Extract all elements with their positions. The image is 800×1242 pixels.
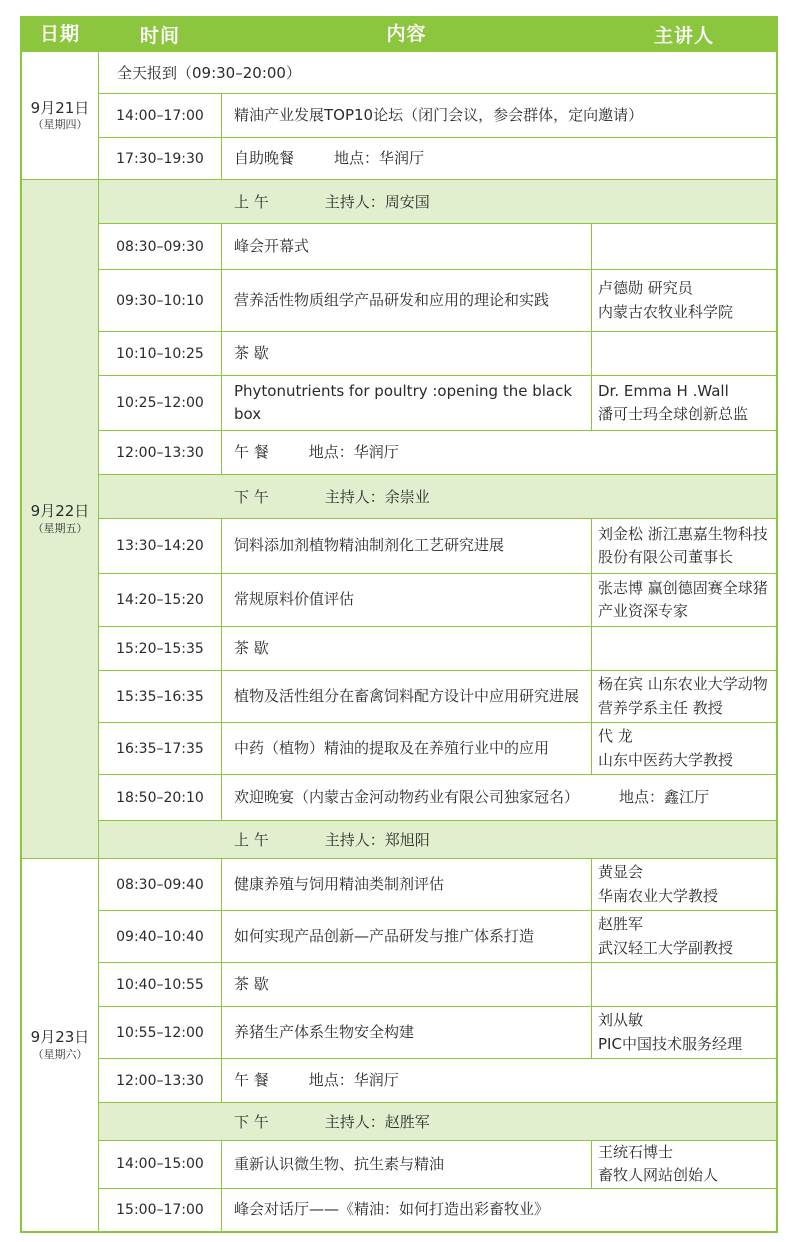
location-text: 地点：华润厅 — [308, 442, 399, 461]
content-cell: 养猪生产体系生物安全构建 — [222, 1007, 592, 1059]
speaker-name: 黄显会 — [598, 863, 644, 882]
speaker-name: 卢德勋 研究员 — [598, 279, 693, 298]
speaker-cell — [592, 224, 778, 270]
date-label: 9月23日 — [30, 1028, 90, 1047]
content-cell: 茶 歇 — [222, 332, 592, 376]
speaker-title: 畜牧人网站创始人 — [598, 1166, 719, 1185]
speaker-name: 刘金松 浙江惠嘉生物科技 — [598, 524, 768, 543]
date-label: 9月21日 — [30, 98, 90, 117]
speaker-cell — [592, 963, 778, 1007]
table-row — [21, 1188, 777, 1232]
table-row — [21, 671, 777, 723]
speaker-cell — [592, 627, 778, 671]
table-row — [21, 519, 777, 574]
table-row — [21, 52, 777, 94]
session-label: 上 午 — [234, 831, 269, 849]
time-cell: 15:20–15:35 — [99, 627, 222, 671]
speaker-name: 张志博 赢创德固赛全球猪 — [598, 578, 768, 597]
table-row — [21, 332, 777, 376]
speaker-title: PIC中国技术服务经理 — [598, 1034, 742, 1053]
weekday-label: （星期四） — [32, 118, 88, 132]
speaker-title: 潘可士玛全球创新总监 — [598, 405, 749, 423]
schedule-table — [20, 16, 778, 1233]
session-row — [21, 821, 777, 859]
content-text: 午 餐 — [234, 1070, 269, 1089]
speaker-name: 王统石博士 — [598, 1143, 674, 1161]
table-row — [21, 1141, 777, 1189]
host-label: 主持人：赵胜军 — [324, 1113, 430, 1131]
content-cell: 峰会开幕式 — [222, 224, 592, 270]
content-cell — [222, 431, 778, 475]
content-cell — [222, 1059, 778, 1103]
speaker-title: 产业资深专家 — [598, 602, 689, 620]
time-cell: 10:40–10:55 — [99, 963, 222, 1007]
table-row — [21, 1059, 777, 1103]
host-label: 主持人：余崇业 — [324, 488, 430, 506]
table-row — [21, 859, 777, 911]
speaker-cell — [592, 574, 778, 627]
date-cell — [21, 180, 99, 859]
content-cell: 常规原料价值评估 — [222, 574, 592, 627]
time-cell: 17:30–19:30 — [99, 138, 222, 180]
session-row — [21, 1103, 777, 1141]
table-row — [21, 431, 777, 475]
content-cell: 如何实现产品创新—产品研发与推广体系打造 — [222, 911, 592, 963]
time-cell: 08:30–09:30 — [99, 224, 222, 270]
table-row — [21, 376, 777, 431]
header-speaker: 主讲人 — [592, 17, 778, 52]
speaker-title: 山东中医药大学教授 — [598, 750, 734, 769]
session-host-cell — [99, 821, 778, 859]
content-cell: 中药（植物）精油的提取及在养殖行业中的应用 — [222, 723, 592, 775]
session-row — [21, 475, 777, 519]
speaker-cell — [592, 1141, 778, 1189]
table-row — [21, 963, 777, 1007]
weekday-label: （星期五） — [32, 521, 88, 535]
header-date: 日期 — [21, 17, 99, 52]
table-row — [21, 574, 777, 627]
table-row — [21, 1007, 777, 1059]
content-cell: 营养活性物质组学产品研发和应用的理论和实践 — [222, 270, 592, 332]
full-day-cell: 全天报到（09:30–20:00） — [99, 52, 778, 94]
table-row — [21, 138, 777, 180]
session-host-cell — [99, 180, 778, 224]
time-cell: 15:35–16:35 — [99, 671, 222, 723]
content-cell: 茶 歇 — [222, 963, 592, 1007]
table-row — [21, 270, 777, 332]
speaker-title: 华南农业大学教授 — [598, 886, 719, 905]
speaker-title: 内蒙古农牧业科学院 — [598, 302, 734, 321]
content-text: 精油产业发展TOP10论坛（闭门会议，参会群体，定向邀请） — [234, 105, 644, 124]
speaker-cell — [592, 270, 778, 332]
date-label: 9月22日 — [30, 502, 90, 521]
time-cell: 16:35–17:35 — [99, 723, 222, 775]
speaker-title: 股份有限公司董事长 — [598, 548, 734, 566]
content-cell: Phytonutrients for poultry :opening the black box — [222, 376, 592, 431]
header-row — [21, 17, 777, 52]
speaker-cell — [592, 723, 778, 775]
host-label: 主持人：郑旭阳 — [324, 831, 430, 849]
speaker-cell — [592, 376, 778, 431]
time-cell: 12:00–13:30 — [99, 1059, 222, 1103]
session-label: 上 午 — [234, 193, 269, 211]
location-text: 地点：鑫江厅 — [619, 787, 710, 806]
time-cell: 10:55–12:00 — [99, 1007, 222, 1059]
time-cell: 15:00–17:00 — [99, 1188, 222, 1232]
speaker-cell — [592, 1007, 778, 1059]
session-label: 下 午 — [234, 1113, 269, 1131]
date-cell — [21, 859, 99, 1233]
location-text: 地点：华润厅 — [308, 1070, 399, 1089]
table-row — [21, 224, 777, 270]
speaker-cell — [592, 671, 778, 723]
time-cell: 08:30–09:40 — [99, 859, 222, 911]
speaker-name: 代 龙 — [598, 727, 633, 746]
header-time: 时间 — [99, 17, 222, 52]
speaker-cell — [592, 332, 778, 376]
speaker-name: 赵胜军 — [598, 915, 644, 934]
time-cell: 14:00–17:00 — [99, 94, 222, 138]
weekday-label: （星期六） — [32, 1047, 88, 1061]
content-cell: 饲料添加剂植物精油制剂化工艺研究进展 — [222, 519, 592, 574]
content-text: 午 餐 — [234, 442, 269, 461]
speaker-name: Dr. Emma H .Wall — [598, 381, 729, 400]
time-cell: 13:30–14:20 — [99, 519, 222, 574]
content-cell — [222, 138, 778, 180]
session-host-cell — [99, 475, 778, 519]
content-cell: 重新认识微生物、抗生素与精油 — [222, 1141, 592, 1189]
session-row — [21, 180, 777, 224]
table-row — [21, 723, 777, 775]
content-text: 欢迎晚宴（内蒙古金河动物药业有限公司独家冠名） — [234, 787, 580, 806]
location-text: 地点：华润厅 — [334, 148, 425, 167]
time-cell: 18:50–20:10 — [99, 775, 222, 821]
content-text: 自助晚餐 — [234, 148, 295, 167]
content-cell — [222, 94, 778, 138]
content-cell: 植物及活性组分在畜禽饲料配方设计中应用研究进展 — [222, 671, 592, 723]
table-row — [21, 627, 777, 671]
time-cell: 09:30–10:10 — [99, 270, 222, 332]
speaker-cell — [592, 519, 778, 574]
content-cell: 健康养殖与饲用精油类制剂评估 — [222, 859, 592, 911]
speaker-name: 杨在宾 山东农业大学动物 — [598, 675, 768, 694]
speaker-title: 营养学系主任 教授 — [598, 698, 723, 717]
table-row — [21, 911, 777, 963]
header-content: 内容 — [222, 17, 592, 52]
time-cell: 12:00–13:30 — [99, 431, 222, 475]
content-cell: 茶 歇 — [222, 627, 592, 671]
table-row — [21, 775, 777, 821]
time-cell: 14:20–15:20 — [99, 574, 222, 627]
speaker-name: 刘从敏 — [598, 1011, 644, 1030]
content-cell — [222, 1188, 778, 1232]
time-cell: 09:40–10:40 — [99, 911, 222, 963]
time-cell: 14:00–15:00 — [99, 1141, 222, 1189]
content-text: 峰会对话厅——《精油：如何打造出彩畜牧业》 — [234, 1200, 550, 1219]
session-host-cell — [99, 1103, 778, 1141]
time-cell: 10:25–12:00 — [99, 376, 222, 431]
date-cell — [21, 52, 99, 180]
content-cell — [222, 775, 778, 821]
speaker-cell — [592, 911, 778, 963]
host-label: 主持人：周安国 — [324, 193, 430, 211]
table-row — [21, 94, 777, 138]
speaker-cell — [592, 859, 778, 911]
time-cell: 10:10–10:25 — [99, 332, 222, 376]
speaker-title: 武汉轻工大学副教授 — [598, 938, 734, 957]
session-label: 下 午 — [234, 488, 269, 506]
